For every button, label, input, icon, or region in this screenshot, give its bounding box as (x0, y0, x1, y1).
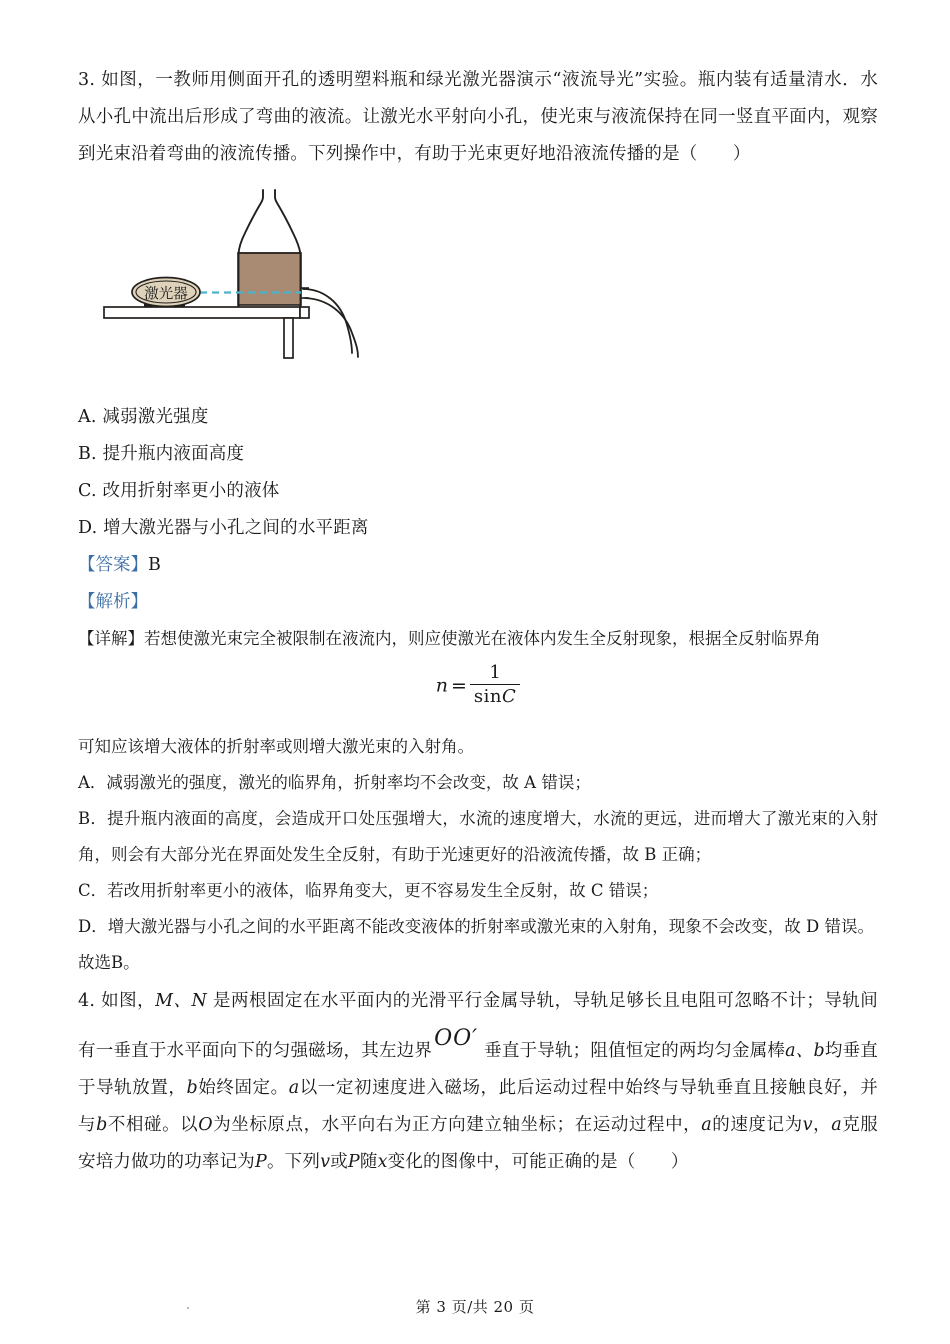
q4-symbol-a: a (288, 1078, 300, 1098)
conclusion-line: 故选B。 (78, 953, 140, 972)
answer-value: B (148, 555, 161, 575)
q4-symbol-O: O (198, 1115, 213, 1135)
q4-part9: 的速度记为 (711, 1115, 803, 1135)
formula-critical-angle (78, 663, 878, 725)
curved-water-stream (303, 289, 358, 357)
page-content (78, 62, 878, 1181)
answer-line (78, 547, 878, 584)
page-footer: 第 3 页/共 20 页 (415, 1298, 535, 1316)
table-leg (284, 318, 293, 358)
q4-part10: ， (812, 1115, 832, 1135)
q4-part13: 或 (330, 1152, 348, 1172)
explanation-c: C．若改用折射率更小的液体，临界角变大，更不容易发生全反射，故 C 错误； (78, 881, 659, 900)
explanation-b: B．提升瓶内液面的高度，会造成开口处压强增大，水流的速度增大，水流的更远，进而增大了激光束的入射角，则会有大部分光在界面处发生全反射，有助于光速更好的沿液流传播，故 B 正确； (78, 809, 878, 864)
option-a: A. 减弱激光强度 (78, 407, 209, 427)
question-4-stem (78, 983, 878, 1181)
q4-symbol-P2: P (347, 1152, 360, 1172)
explanation-d: D．增大激光器与小孔之间的水平距离不能改变液体的折射率或激光束的入射角，现象不会改变，故 D 错误。 (78, 917, 874, 936)
q4-symbol-P: P (255, 1152, 267, 1172)
q4-symbol-v2: v (320, 1152, 331, 1172)
formula-denominator (470, 685, 520, 708)
q4-part3: 垂直于导轨；阻值恒定的两均匀金属棒 (484, 1041, 786, 1061)
laser-device-label: 激光器 (144, 286, 188, 303)
analysis-line (78, 584, 878, 621)
formula-equals: = (450, 674, 467, 697)
option-c: C. 改用折射率更小的液体 (78, 481, 280, 501)
q4-part4: 均垂直于导轨放置， (78, 1041, 878, 1098)
laser-device (132, 278, 200, 308)
q4-part6: 以一定初速度进入磁场，此后运动过程中始终与导轨垂直且接触良好，并与 (78, 1078, 878, 1135)
analysis-tag: 【解析】 (78, 592, 148, 612)
q4-symbol-MN: M、N (155, 991, 207, 1011)
detail-tag: 【详解】 (78, 629, 144, 648)
explanation-a: A．减弱激光的强度，激光的临界角，折射率均不会改变，故 A 错误； (78, 773, 591, 792)
option-b: B. 提升瓶内液面高度 (78, 444, 245, 464)
q4-symbol-ab: a、b (785, 1041, 825, 1061)
formula-denominator-fn: sin (473, 686, 502, 707)
q4-part8: 为坐标原点，水平向右为正方向建立轴坐标；在运动过程中， (212, 1115, 702, 1135)
water-in-bottle (238, 253, 301, 305)
q4-symbol-x: x (377, 1152, 388, 1172)
formula-lhs: n (435, 674, 448, 697)
answer-tag: 【答案】 (78, 555, 148, 575)
formula-denominator-var: C (501, 686, 517, 707)
q4-symbol-v: v (802, 1115, 813, 1135)
q4-part7: 不相碰。以 (107, 1115, 199, 1135)
formula-numerator: 1 (489, 662, 501, 683)
option-d: D. 增大激光器与小孔之间的水平距离 (78, 518, 369, 538)
q4-symbol-a3: a (831, 1115, 842, 1135)
question-3-figure (100, 185, 420, 385)
q4-part5: 始终固定。 (197, 1078, 289, 1098)
detail-intro-line (78, 621, 878, 657)
q4-part11: 克服安培力做功的功率记为 (78, 1115, 878, 1172)
q4-part12: 。下列 (266, 1152, 321, 1172)
table (104, 307, 309, 318)
q4-part15: 变化的图像中，可能正确的是（ ） (387, 1152, 689, 1172)
q4-symbol-OO: OO′ (434, 1026, 479, 1051)
question-3-stem: 3. 如图，一教师用侧面开孔的透明塑料瓶和绿光激光器演示“液流导光”实验。瓶内装有适量清水．水从小孔中流出后形成了弯曲的液流。让激光水平射向小孔，使光束与液流保持在同一竖直平面内，观察到光束沿着弯曲的液流传播。下列操作中，有助于光束更好地沿液流传播的是（ ） (78, 70, 878, 164)
q4-part2: 是两根固定在水平面内的光滑平行金属导轨，导轨足够长且电阻可忽略不计；导轨间有一垂直于水平面向下的匀强磁场，其左边界 (78, 991, 878, 1061)
detail-intro-text: 若想使激光束完全被限制在液流内，则应使激光在液体内发生全反射现象，根据全反射临界角 (144, 629, 821, 648)
q4-symbol-b: b (186, 1078, 198, 1098)
detail-after-line: 可知应该增大液体的折射率或则增大激光束的入射角。 (78, 737, 474, 756)
q4-part14: 随 (359, 1152, 378, 1172)
q4-symbol-a2: a (701, 1115, 712, 1135)
q4-part1: 4. 如图， (78, 991, 156, 1011)
q4-symbol-b2: b (96, 1115, 108, 1135)
